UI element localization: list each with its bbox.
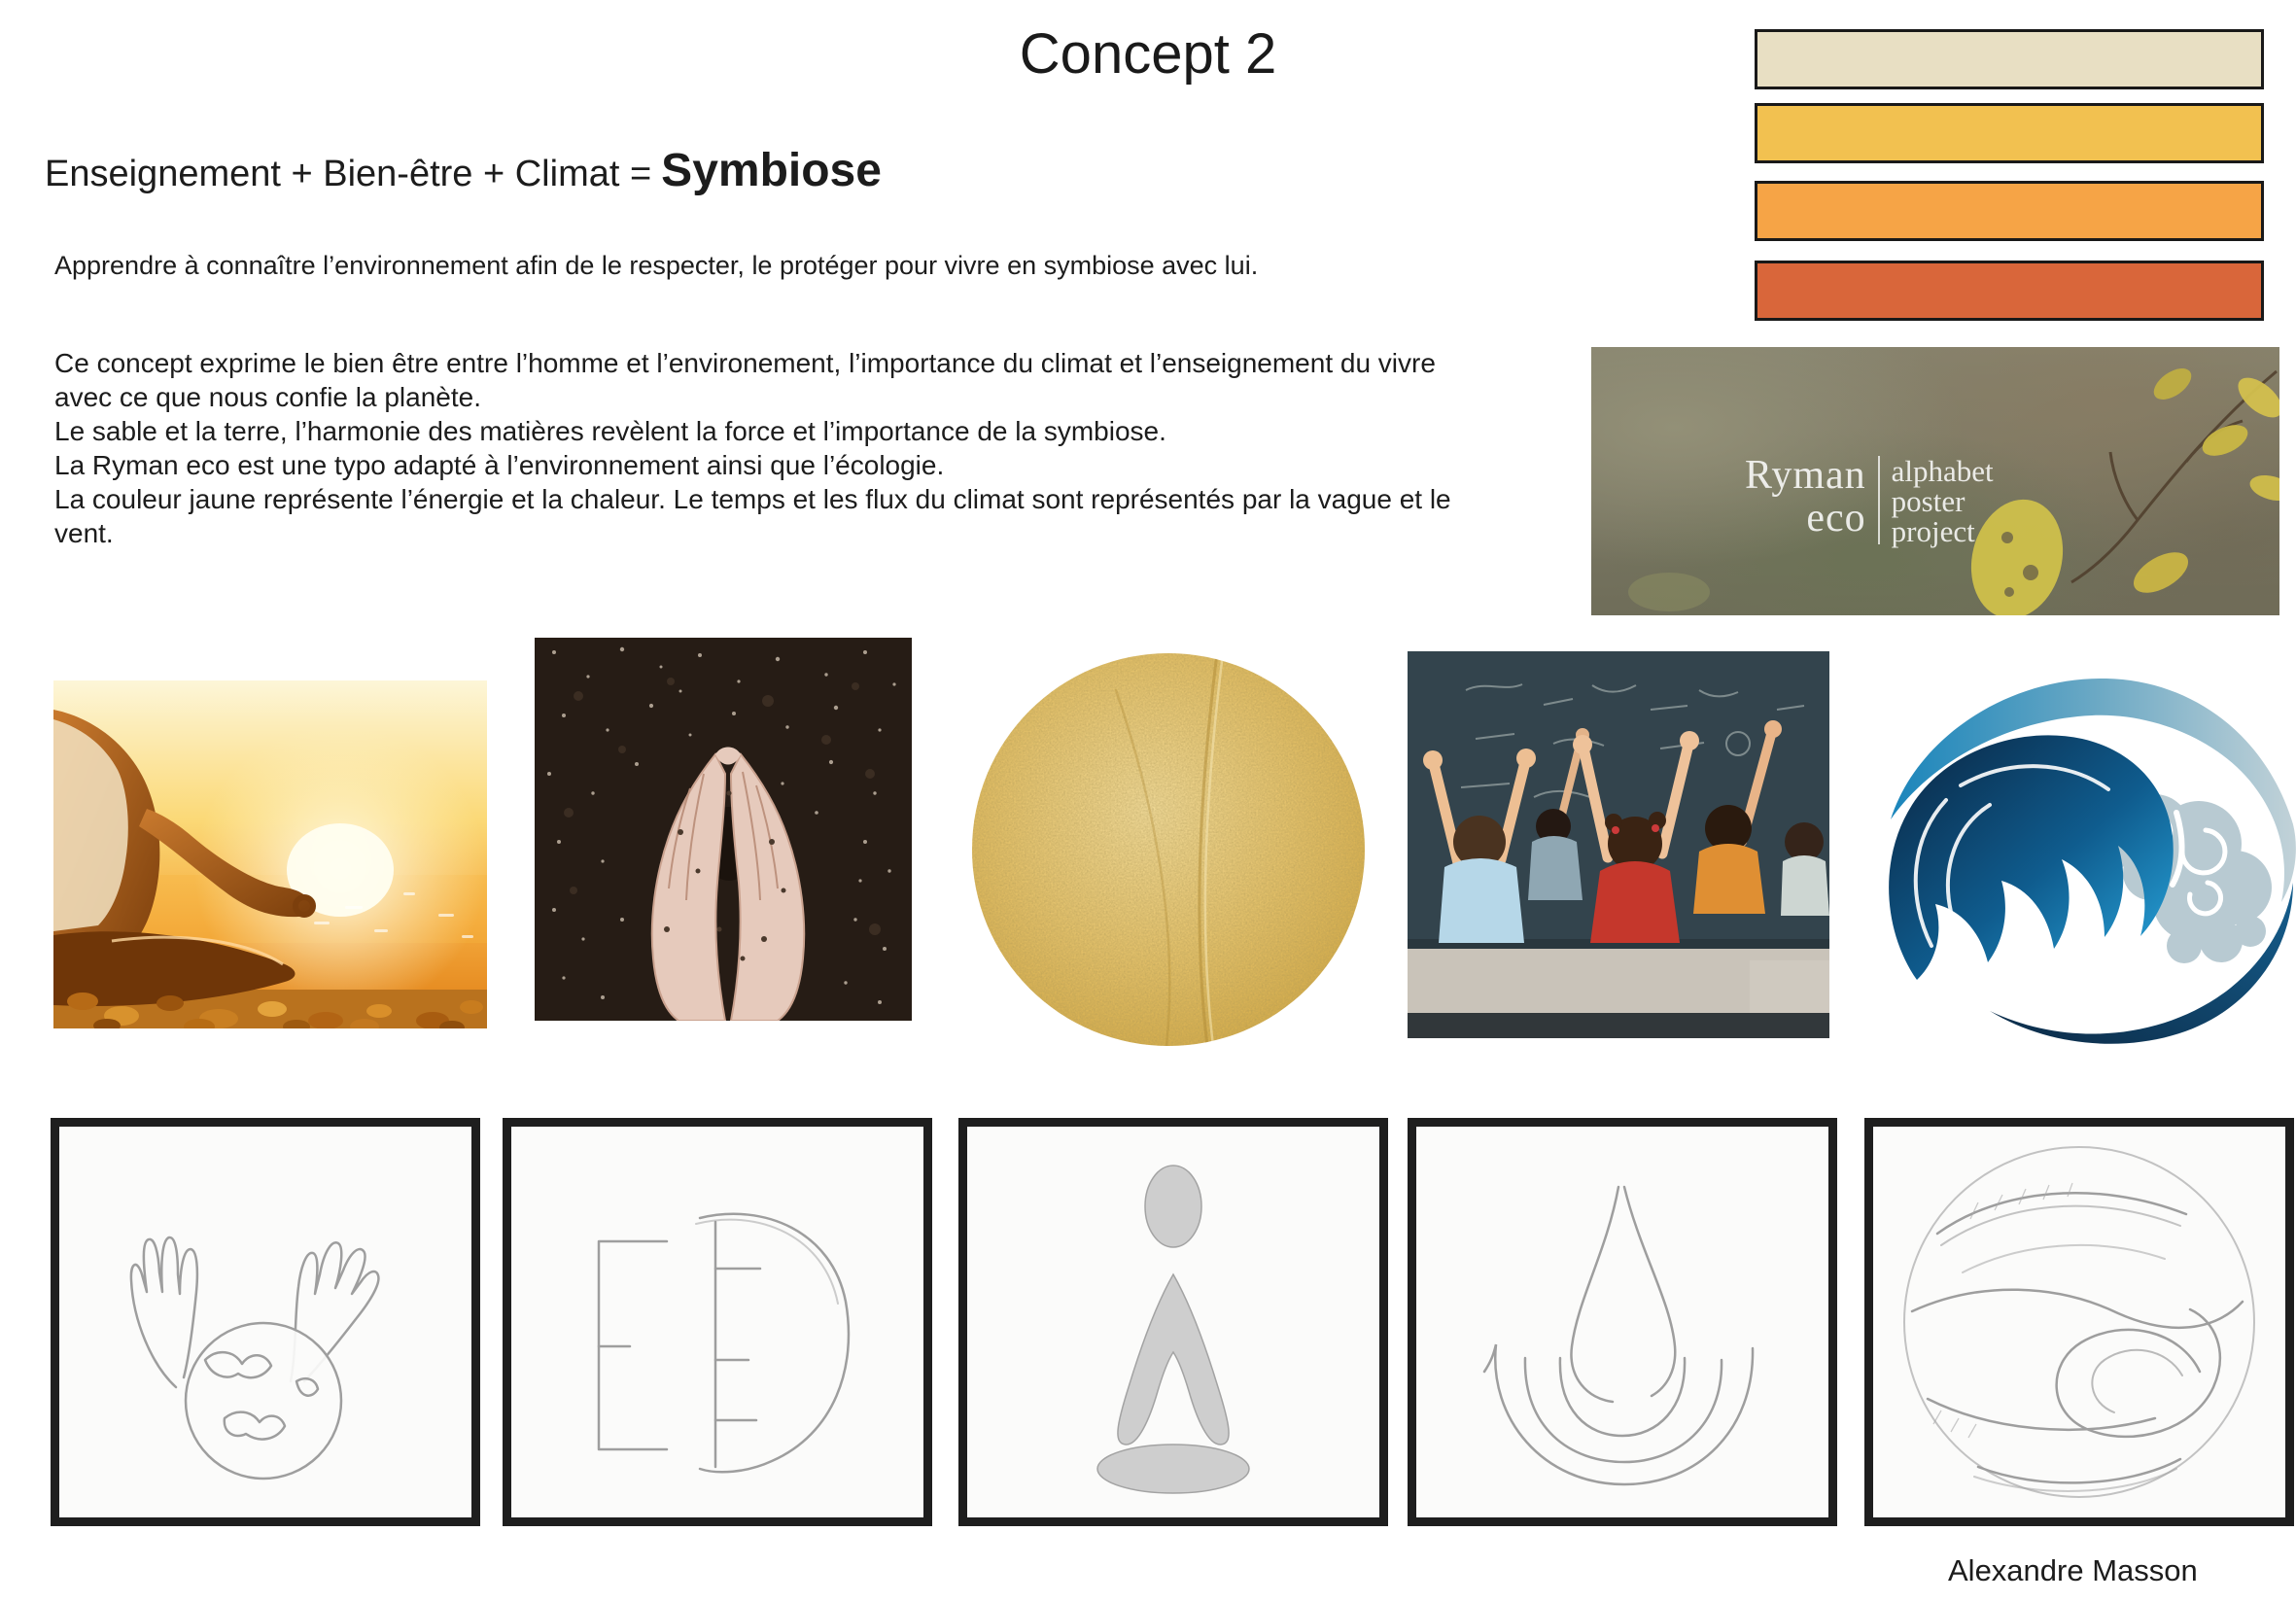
ocean-wave-logo — [1863, 669, 2296, 1052]
description-sentence-4: La couleur jaune représente l’énergie et la chaleur. Le temps et les flux du climat sont représentés par la vague et le vent. — [54, 484, 1451, 548]
sand-texture-swatch — [972, 653, 1365, 1046]
palette-swatch-yellow — [1755, 103, 2264, 163]
ryman-project-line3: project — [1891, 514, 1975, 548]
description-sentence-1: Ce concept exprime le bien être entre l’homme et l’environement, l’importance du climat et l’enseignement du vivre avec ce que nous confie la planète. — [54, 348, 1436, 412]
palette-swatch-orange — [1755, 181, 2264, 241]
description-sentence-3: La Ryman eco est une typo adapté à l’environnement ainsi que l’écologie. — [54, 450, 945, 480]
description-sentence-2: Le sable et la terre, l’harmonie des matières revèlent la force et l’importance de la symbiose. — [54, 416, 1166, 446]
concept-description — [54, 346, 1474, 550]
palette-swatch-beige — [1755, 29, 2264, 89]
page-title: Concept 2 — [1019, 22, 1277, 86]
author-signature: Alexandre Masson — [1948, 1553, 2198, 1587]
water-drop-ripples-sketch — [1408, 1118, 1837, 1526]
classroom-raised-hands-photo — [1408, 651, 1829, 1038]
divider — [1878, 456, 1880, 544]
meditation-sunset-photo — [53, 680, 487, 1028]
ryman-eco-wordmark — [1745, 454, 1994, 546]
ryman-brand-line1: Ryman — [1745, 453, 1866, 498]
ryman-project-line1: alphabet — [1891, 454, 1994, 488]
ryman-project-line2: poster — [1891, 484, 1966, 518]
hands-holding-soil-photo — [535, 638, 912, 1021]
meditating-figure-sketch — [958, 1118, 1388, 1526]
letters-e-d-sketch — [503, 1118, 932, 1526]
tagline: Apprendre à connaître l’environnement afin de le respecter, le protéger pour vivre en symbiose avec lui. — [54, 251, 1259, 280]
formula-terms: Enseignement + Bien-être + Climat = — [45, 154, 652, 194]
formula-keyword: Symbiose — [661, 145, 882, 196]
hands-offering-earth-sketch — [51, 1118, 480, 1526]
ryman-brand-line2: eco — [1806, 496, 1866, 540]
ryman-eco-banner — [1591, 347, 2279, 615]
planet-flows-sketch — [1864, 1118, 2294, 1526]
palette-swatch-terracotta — [1755, 261, 2264, 321]
concept-formula — [45, 144, 882, 197]
